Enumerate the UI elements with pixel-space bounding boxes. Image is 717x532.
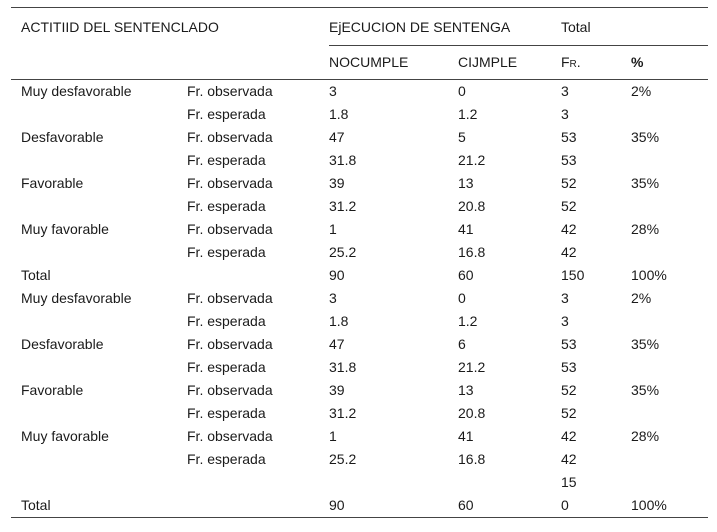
row-category: Muy desfavorable bbox=[21, 83, 132, 99]
table-row bbox=[11, 448, 708, 471]
header-attitude: ACTITIID DEL SENTENCLADO bbox=[21, 19, 219, 35]
row-nocumple: 90 bbox=[329, 267, 345, 283]
table-row bbox=[11, 241, 708, 264]
row-cumple: 16.8 bbox=[458, 244, 486, 260]
table-row bbox=[11, 333, 708, 356]
row-fr: 3 bbox=[561, 83, 569, 99]
row-type: Fr. esperada bbox=[187, 198, 266, 214]
row-cumple: 20.8 bbox=[458, 405, 486, 421]
row-fr: 52 bbox=[561, 198, 577, 214]
row-cumple: 13 bbox=[458, 382, 474, 398]
row-fr: 52 bbox=[561, 405, 577, 421]
header-nocumple: NOCUMPLE bbox=[329, 54, 409, 70]
row-cumple: 6 bbox=[458, 336, 466, 352]
row-pct: 35% bbox=[631, 382, 660, 398]
header-execution: EjECUCION DE SENTENGA bbox=[329, 19, 511, 35]
row-nocumple: 3 bbox=[329, 83, 337, 99]
row-category: Muy desfavorable bbox=[21, 290, 132, 306]
table-row bbox=[11, 172, 708, 195]
row-type: Fr. esperada bbox=[187, 405, 266, 421]
row-category: Favorable bbox=[21, 175, 84, 191]
row-cumple: 41 bbox=[458, 221, 474, 237]
row-fr: 150 bbox=[561, 267, 585, 283]
table-row bbox=[11, 264, 708, 287]
row-fr: 53 bbox=[561, 129, 577, 145]
row-nocumple: 31.2 bbox=[329, 198, 357, 214]
row-pct: 35% bbox=[631, 336, 660, 352]
row-nocumple: 1 bbox=[329, 428, 337, 444]
row-type: Fr. observada bbox=[187, 428, 273, 444]
row-cumple: 41 bbox=[458, 428, 474, 444]
row-cumple: 60 bbox=[458, 267, 474, 283]
row-fr: 42 bbox=[561, 221, 577, 237]
header-row-2 bbox=[11, 46, 708, 79]
final-total-fr-line2: 0 bbox=[561, 497, 569, 513]
table-body bbox=[11, 79, 708, 471]
table-row bbox=[11, 356, 708, 379]
row-cumple: 16.8 bbox=[458, 451, 486, 467]
row-fr: 3 bbox=[561, 313, 569, 329]
row-type: Fr. esperada bbox=[187, 244, 266, 260]
row-type: Fr. esperada bbox=[187, 451, 266, 467]
row-pct: 35% bbox=[631, 175, 660, 191]
table-row bbox=[11, 126, 708, 149]
table-row bbox=[11, 195, 708, 218]
row-type: Fr. observada bbox=[187, 290, 273, 306]
header-cumple: CIJMPLE bbox=[458, 54, 518, 70]
row-type: Fr. observada bbox=[187, 382, 273, 398]
table-row bbox=[11, 218, 708, 241]
row-pct: 28% bbox=[631, 221, 660, 237]
row-type: Fr. observada bbox=[187, 221, 273, 237]
row-type: Fr. esperada bbox=[187, 106, 266, 122]
row-nocumple: 1 bbox=[329, 221, 337, 237]
final-total-cumple: 60 bbox=[458, 497, 474, 513]
row-fr: 52 bbox=[561, 175, 577, 191]
table-row bbox=[11, 425, 708, 448]
row-type: Fr. observada bbox=[187, 175, 273, 191]
row-fr: 42 bbox=[561, 451, 577, 467]
row-nocumple: 25.2 bbox=[329, 451, 357, 467]
final-total-fr-line1: 15 bbox=[561, 474, 577, 490]
row-nocumple: 39 bbox=[329, 175, 345, 191]
contingency-table bbox=[11, 7, 708, 518]
row-category: Desfavorable bbox=[21, 129, 104, 145]
row-cumple: 21.2 bbox=[458, 359, 486, 375]
row-nocumple: 1.8 bbox=[329, 106, 349, 122]
row-nocumple: 47 bbox=[329, 336, 345, 352]
table-row bbox=[11, 310, 708, 333]
final-total-label: Total bbox=[21, 497, 51, 513]
table-row bbox=[11, 149, 708, 172]
row-cumple: 1.2 bbox=[458, 106, 478, 122]
table-row bbox=[11, 80, 708, 103]
row-cumple: 20.8 bbox=[458, 198, 486, 214]
row-nocumple: 1.8 bbox=[329, 313, 349, 329]
row-fr: 42 bbox=[561, 428, 577, 444]
header-total: Total bbox=[561, 19, 591, 35]
row-fr: 53 bbox=[561, 152, 577, 168]
row-type: Fr. observada bbox=[187, 129, 273, 145]
header-row-1 bbox=[11, 8, 708, 46]
final-total-row bbox=[11, 471, 708, 517]
row-fr: 53 bbox=[561, 359, 577, 375]
row-cumple: 13 bbox=[458, 175, 474, 191]
table-row bbox=[11, 287, 708, 310]
row-nocumple: 47 bbox=[329, 129, 345, 145]
header-pct: % bbox=[631, 54, 644, 70]
row-pct: 35% bbox=[631, 129, 660, 145]
row-cumple: 0 bbox=[458, 83, 466, 99]
header-fr: Fr. bbox=[561, 54, 581, 70]
table-row bbox=[11, 379, 708, 402]
row-nocumple: 25.2 bbox=[329, 244, 357, 260]
table-row bbox=[11, 103, 708, 126]
row-cumple: 5 bbox=[458, 129, 466, 145]
row-category: Muy favorable bbox=[21, 221, 109, 237]
row-type: Fr. observada bbox=[187, 336, 273, 352]
row-pct: 2% bbox=[631, 290, 652, 306]
row-type: Fr. observada bbox=[187, 83, 273, 99]
row-cumple: 1.2 bbox=[458, 313, 478, 329]
row-nocumple: 31.8 bbox=[329, 359, 357, 375]
row-fr: 53 bbox=[561, 336, 577, 352]
row-fr: 3 bbox=[561, 106, 569, 122]
row-category: Muy favorable bbox=[21, 428, 109, 444]
row-nocumple: 31.2 bbox=[329, 405, 357, 421]
row-pct: 28% bbox=[631, 428, 660, 444]
row-nocumple: 39 bbox=[329, 382, 345, 398]
row-category: Desfavorable bbox=[21, 336, 104, 352]
row-fr: 52 bbox=[561, 382, 577, 398]
row-fr: 42 bbox=[561, 244, 577, 260]
row-pct: 100% bbox=[631, 267, 667, 283]
row-nocumple: 31.8 bbox=[329, 152, 357, 168]
row-category: Favorable bbox=[21, 382, 84, 398]
row-pct: 2% bbox=[631, 83, 652, 99]
final-total-pct: 100% bbox=[631, 497, 667, 513]
row-fr: 3 bbox=[561, 290, 569, 306]
row-type: Fr. esperada bbox=[187, 152, 266, 168]
row-cumple: 0 bbox=[458, 290, 466, 306]
row-cumple: 21.2 bbox=[458, 152, 486, 168]
row-category: Total bbox=[21, 267, 51, 283]
final-total-nocumple: 90 bbox=[329, 497, 345, 513]
row-type: Fr. esperada bbox=[187, 313, 266, 329]
row-nocumple: 3 bbox=[329, 290, 337, 306]
row-type: Fr. esperada bbox=[187, 359, 266, 375]
table-row bbox=[11, 402, 708, 425]
